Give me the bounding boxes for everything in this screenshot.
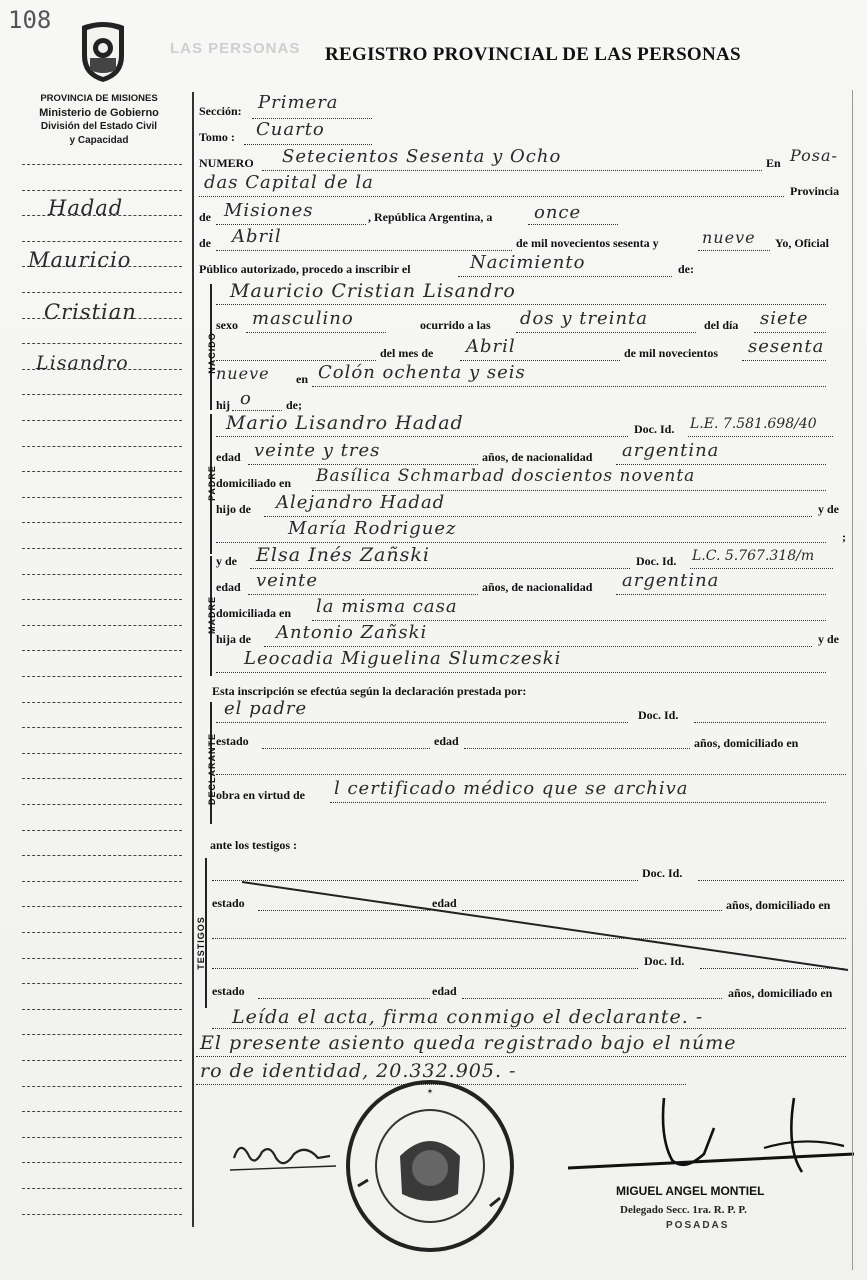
declarante-doc-label: Doc. Id. <box>638 708 679 722</box>
dia-nac-line <box>754 332 826 333</box>
ledger-line <box>22 574 182 575</box>
madre-doc-value: L.C. 5.767.318/m <box>692 548 815 564</box>
acto-line <box>458 276 672 277</box>
dia-line <box>528 224 618 225</box>
testigo2-edad-line <box>462 998 722 999</box>
margin-first-name: Mauricio <box>28 248 132 272</box>
padre-doc-value: L.E. 7.581.698/40 <box>690 416 817 432</box>
declarante-estado-line <box>262 748 430 749</box>
authority-line-1: PROVINCIA DE MISIONES <box>40 93 158 104</box>
ledger-line <box>22 1111 182 1112</box>
padre-madre-line <box>216 542 826 543</box>
padre-y-de-label: y de <box>818 502 839 516</box>
padre-nac-value: argentina <box>622 440 720 461</box>
padre-dom-value: Basílica Schmarbad doscientos noventa <box>316 466 696 486</box>
page-number: 108 <box>8 6 52 34</box>
tomo-line <box>244 144 372 145</box>
mes-nac-line <box>460 360 620 361</box>
authority-line-3: División del Estado Civil <box>40 121 158 132</box>
ledger-line <box>22 522 182 523</box>
de2-label: de <box>199 236 211 250</box>
page-right-edge <box>852 90 853 1270</box>
padre-nac-label: años, de nacionalidad <box>482 450 593 464</box>
fecha-anio-value: nueve <box>702 228 756 247</box>
lugar-value: Colón ochenta y seis <box>318 362 526 383</box>
blank-nac-line <box>216 360 376 361</box>
fecha-mes-value: Abril <box>232 226 282 247</box>
ledger-line <box>22 650 182 651</box>
anio-nac-line <box>742 360 826 361</box>
officer-title: Delegado Secc. 1ra. R. P. P. <box>620 1204 747 1216</box>
provincia-value: Misiones <box>224 200 314 221</box>
testigo2-anios-label: años, domiciliado en <box>728 986 833 1000</box>
declarante-dom-line <box>216 774 846 775</box>
en-value: Posa- <box>790 146 838 165</box>
madre-y-de-label: y de <box>216 554 237 568</box>
madre-hija-value: Antonio Zañski <box>276 622 428 643</box>
margin-surname: Hadad <box>48 196 124 220</box>
testigo2-edad-label: edad <box>432 984 457 998</box>
svg-text:✶: ✶ <box>426 1087 434 1096</box>
ledger-line <box>22 471 182 472</box>
authority-line-4: y Capacidad <box>69 135 129 146</box>
declarante-obra-label: obra en virtud de <box>216 788 306 802</box>
ledger-line <box>22 983 182 984</box>
madre-dom-value: la misma casa <box>316 596 458 617</box>
fecha-dia-value: once <box>534 202 582 223</box>
nacido-nombre-value: Mauricio Cristian Lisandro <box>230 280 516 302</box>
declarante-nombre-line <box>216 722 628 723</box>
ledger-line <box>22 753 182 754</box>
testigo2-estado-line <box>258 998 430 999</box>
padre-nombre-value: Mario Lisandro Hadad <box>226 412 464 434</box>
ledger-line <box>22 702 182 703</box>
padre-doc-label: Doc. Id. <box>634 422 675 436</box>
testigo2-estado-label: estado <box>212 984 245 998</box>
madre-nac-label: años, de nacionalidad <box>482 580 593 594</box>
padre-hijo-line <box>264 516 812 517</box>
padre-dom-label: domiciliado en <box>216 476 292 490</box>
mes-line <box>216 250 512 251</box>
declarante-edad-line <box>464 748 690 749</box>
provincia-line <box>216 224 366 225</box>
hij-de-label: de; <box>286 398 302 412</box>
de3-label: de: <box>678 262 694 276</box>
official-seal-icon <box>340 1076 520 1256</box>
cancel-strike-line <box>212 880 852 980</box>
tomo-label: Tomo : <box>199 130 235 144</box>
madre-edad-label: edad <box>216 580 241 594</box>
ledger-line <box>22 548 182 549</box>
ledger-line <box>22 830 182 831</box>
en-label: En <box>766 156 781 170</box>
column-divider <box>192 92 194 1227</box>
nacido-nombre-line <box>216 304 826 305</box>
madre-madre-line <box>216 672 826 673</box>
sexo-value: masculino <box>252 308 354 329</box>
del-mes-label: del mes de <box>380 346 434 360</box>
hora-value: dos y treinta <box>520 308 649 329</box>
officer-signature-icon <box>564 1088 864 1188</box>
provincia-label: Provincia <box>790 184 840 198</box>
closing-line-1 <box>212 1028 846 1029</box>
nacido-section-label: NACIDO <box>207 332 217 374</box>
ledger-line <box>22 881 182 882</box>
ledger-line <box>22 1162 182 1163</box>
padre-hijo-label: hijo de <box>216 502 252 516</box>
padre-section-label: PADRE <box>207 465 217 501</box>
authority-line-2: Ministerio de Gobierno <box>39 107 159 119</box>
left-signature-icon <box>226 1130 346 1180</box>
closing-text-1: Leída el acta, firma conmigo el declarante. - <box>232 1006 704 1028</box>
faint-title: LAS PERSONAS <box>170 40 301 57</box>
testigo1-estado-label: estado <box>212 896 245 910</box>
publico-label: Público autorizado, procedo a inscribir el <box>199 262 411 276</box>
ledger-line <box>22 1137 182 1138</box>
hij-label: hij <box>216 398 231 412</box>
declarante-anios-label: años, domiciliado en <box>694 736 799 750</box>
officer-place: POSADAS <box>666 1220 730 1231</box>
ledger-line <box>22 625 182 626</box>
padre-nombre-line <box>216 436 628 437</box>
ledger-line <box>22 446 182 447</box>
testigos-intro-label: ante los testigos : <box>210 838 297 852</box>
numero-value: Setecientos Sesenta y Ocho <box>282 146 562 167</box>
officer-name: MIGUEL ANGEL MONTIEL <box>616 1184 765 1198</box>
en-nac-label: en <box>296 372 308 386</box>
seccion-value: Primera <box>258 92 339 113</box>
del-dia-label: del día <box>704 318 739 332</box>
madre-edad-value: veinte <box>256 570 319 591</box>
hora-line <box>516 332 696 333</box>
ledger-line <box>22 855 182 856</box>
madre-nombre-line <box>250 568 630 569</box>
ciudad-value: das Capital de la <box>204 172 374 193</box>
ledger-line <box>22 190 182 191</box>
testigo1-anios-label: años, domiciliado en <box>726 898 831 912</box>
yo-label: Yo, Oficial <box>775 236 829 250</box>
closing-text-3: ro de identidad, 20.332.905. - <box>200 1060 517 1082</box>
ledger-line <box>22 394 182 395</box>
padre-semicolon: ; <box>842 530 846 544</box>
ledger-line <box>22 1188 182 1189</box>
ledger-line <box>22 1214 182 1215</box>
ledger-line <box>22 1009 182 1010</box>
acto-value: Nacimiento <box>470 252 586 273</box>
testigos-section-label: TESTIGOS <box>196 916 206 970</box>
madre-nac-value: argentina <box>622 570 720 591</box>
madre-section-label: MADRE <box>207 596 217 634</box>
seccion-label: Sección: <box>199 104 242 118</box>
ledger-line <box>22 906 182 907</box>
authority-block <box>10 92 188 148</box>
padre-edad-label: edad <box>216 450 241 464</box>
madre-hija-line <box>264 646 812 647</box>
tomo-value: Cuarto <box>256 119 325 140</box>
province-crest-icon <box>78 20 128 84</box>
document-title: REGISTRO PROVINCIAL DE LAS PERSONAS <box>325 44 741 65</box>
hij-line <box>232 410 282 411</box>
madre-dom-label: domiciliada en <box>216 606 292 620</box>
margin-third-name: Lisandro <box>36 352 129 374</box>
padre-nac-line <box>616 464 826 465</box>
testigo1-edad-label: edad <box>432 896 457 910</box>
hij-value: o <box>240 388 252 409</box>
anio-line <box>698 250 770 251</box>
padre-edad-line <box>248 464 478 465</box>
declarante-edad-label: edad <box>434 734 459 748</box>
ledger-line <box>22 497 182 498</box>
numero-label: NUMERO <box>199 156 254 170</box>
mil-label: de mil novecientos sesenta y <box>516 236 659 250</box>
ledger-line <box>22 343 182 344</box>
padre-doc-line <box>688 436 833 437</box>
madre-nac-line <box>616 594 826 595</box>
ledger-line <box>22 1034 182 1035</box>
ledger-line <box>22 599 182 600</box>
lugar-line <box>312 386 826 387</box>
declarante-obra-line <box>330 802 826 803</box>
de-label: de <box>199 210 211 224</box>
madre-doc-label: Doc. Id. <box>636 554 677 568</box>
ledger-line <box>22 676 182 677</box>
ledger-line <box>22 292 182 293</box>
padre-dom-line <box>312 490 826 491</box>
declarante-nombre-value: el padre <box>224 698 308 719</box>
republica-label: , República Argentina, a <box>368 210 493 224</box>
closing-text-2: El presente asiento queda registrado bajo el núme <box>200 1032 737 1054</box>
padre-hijo-value: Alejandro Hadad <box>276 492 446 513</box>
testigo1-doc-label: Doc. Id. <box>642 866 683 880</box>
madre-y-de2-label: y de <box>818 632 839 646</box>
nacido-mes-value: Abril <box>466 336 516 357</box>
padre-edad-value: veinte y tres <box>254 440 381 461</box>
ledger-line <box>22 420 182 421</box>
padre-madre-value: María Rodriguez <box>288 518 457 539</box>
declarante-section-label: DECLARANTE <box>207 733 217 805</box>
margin-second-name: Cristian <box>44 300 137 324</box>
testigo2-doc-label: Doc. Id. <box>644 954 685 968</box>
sexo-line <box>246 332 386 333</box>
ledger-line <box>22 958 182 959</box>
madre-nombre-value: Elsa Inés Zañski <box>256 544 430 566</box>
nacido-anio-value: sesenta <box>748 336 825 357</box>
ledger-line <box>22 164 182 165</box>
mil-nac-label: de mil novecientos <box>624 346 718 360</box>
ledger-line <box>22 1086 182 1087</box>
madre-doc-line <box>690 568 833 569</box>
ledger-line <box>22 778 182 779</box>
numero-line <box>262 170 762 171</box>
ledger-line <box>22 932 182 933</box>
nacido-anio-value-2: nueve <box>216 364 270 383</box>
ledger-line <box>22 804 182 805</box>
madre-madre-value: Leocadia Miguelina Slumczeski <box>244 648 562 669</box>
madre-dom-line <box>312 620 826 621</box>
sexo-label: sexo <box>216 318 238 332</box>
madre-edad-line <box>248 594 478 595</box>
ciudad-line <box>199 196 784 197</box>
closing-line-2 <box>196 1056 846 1057</box>
ledger-line <box>22 241 182 242</box>
madre-hija-label: hija de <box>216 632 252 646</box>
ledger-line <box>22 727 182 728</box>
ocurrido-label: ocurrido a las <box>420 318 491 332</box>
declarante-obra-value: l certificado médico que se archiva <box>334 778 689 799</box>
ledger-line <box>22 1060 182 1061</box>
declarante-estado-label: estado <box>216 734 249 748</box>
nacido-dia-value: siete <box>760 308 809 329</box>
declarante-intro-label: Esta inscripción se efectúa según la declaración prestada por: <box>212 684 527 698</box>
declarante-doc-line <box>694 722 826 723</box>
